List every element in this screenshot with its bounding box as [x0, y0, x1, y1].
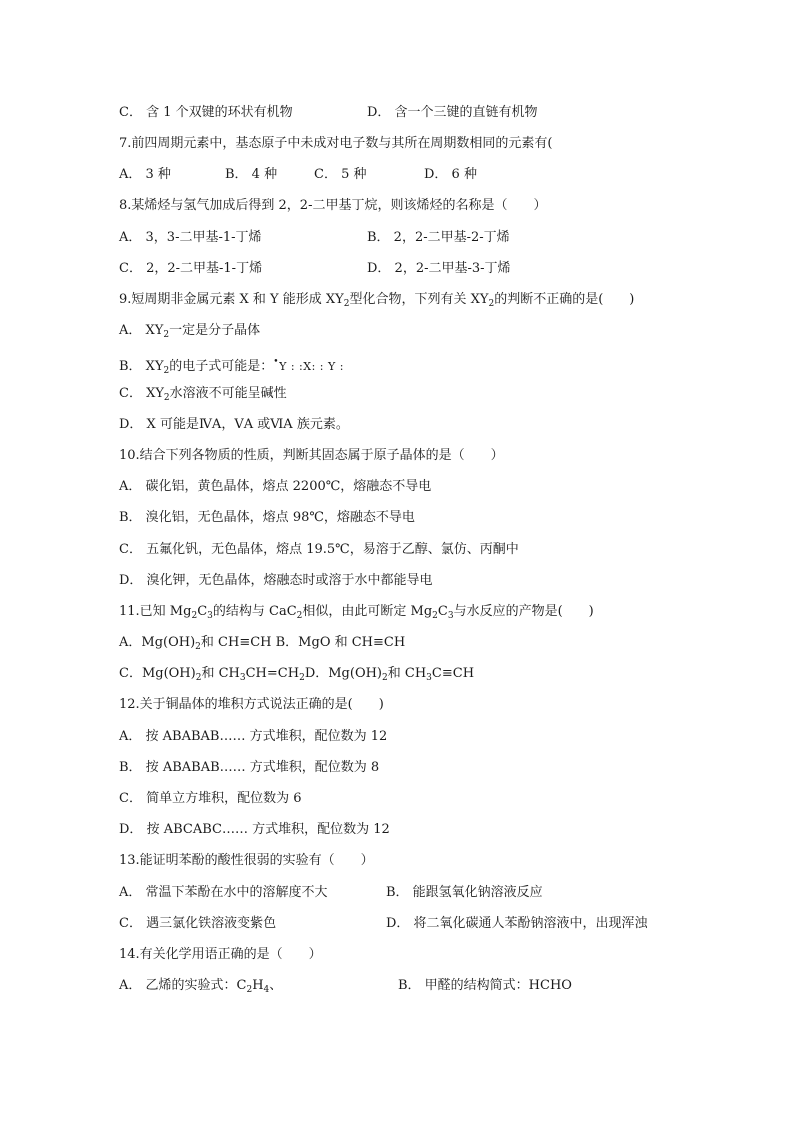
option-c-q8: C． 2，2-二甲基-1-丁烯: [119, 261, 263, 276]
option-b-q13: B． 能跟氢氧化钠溶液反应: [386, 885, 543, 900]
option-b-q8: B． 2，2-二甲基-2-丁烯: [367, 230, 510, 245]
option-a-q10: A． 碳化铝，黄色晶体，熔点 2200℃，熔融态不导电: [119, 479, 432, 494]
option-a-q12: A． 按 ABABAB…… 方式堆积，配位数为 12: [119, 729, 388, 744]
option-a-q13: A． 常温下苯酚在水中的溶解度不大: [119, 885, 328, 900]
question-14: 14.有关化学用语正确的是（ ）: [119, 947, 322, 962]
option-a-q7: A． 3 种: [119, 167, 171, 182]
option-c-q7: C． 5 种: [314, 167, 367, 182]
option-c-q12: C． 简单立方堆积，配位数为 6: [119, 791, 302, 806]
option-d-q9: D． X 可能是ⅣA，ⅤA 或ⅥA 族元素。: [119, 417, 349, 432]
question-12: 12.关于铜晶体的堆积方式说法正确的是( ): [119, 697, 384, 712]
option-b-q7: B． 4 种: [225, 167, 278, 182]
option-a-q8: A． 3，3-二甲基-1-丁烯: [119, 230, 262, 245]
question-10: 10.结合下列各物质的性质，判断其固态属于原子晶体的是（ ）: [119, 448, 504, 463]
question-8: 8.某烯烃与氢气加成后得到 2，2-二甲基丁烷，则该烯烃的名称是（ ）: [119, 198, 547, 213]
option-d-q7: D． 6 种: [424, 167, 477, 182]
option-b-q12: B． 按 ABABAB…… 方式堆积，配位数为 8: [119, 760, 380, 775]
question-9: 9.短周期非金属元素 X 和 Y 能形成 $XY_2$型化合物，下列有关 $XY_2$的判断不正确的是( ): [119, 292, 635, 309]
option-d-q8: D． 2，2-二甲基-3-丁烯: [367, 261, 511, 276]
option-a-q14: A． 乙烯的实验式：$C_2H_4$、: [119, 978, 283, 995]
option-c-q9: C． $XY_2$水溶液不可能呈碱性: [119, 386, 287, 403]
option-b-q10: B． 溴化铝，无色晶体，熔点 98℃，熔融态不导电: [119, 510, 415, 525]
option-c-q6: C． 含 1 个双键的环状有机物: [119, 105, 293, 120]
option-d-q13: D． 将二氧化碳通人苯酚钠溶液中，出现浑浊: [386, 916, 648, 931]
option-cd-q11: C．$Mg(OH)_2$和 $CH_3CH=CH_2D$．$Mg(OH)_2$和 $CH_3C\equiv CH$: [119, 666, 475, 683]
question-7: 7.前四周期元素中，基态原子中未成对电子数与其所在周期数相同的元素有(: [119, 136, 553, 151]
option-a-q9: A． $XY_2$一定是分子晶体: [119, 323, 261, 340]
question-11: 11.已知 $Mg_2C_3$的结构与 CaC$_2$相似，由此可断定 $Mg_2C_3$与水反应的产物是( ): [119, 604, 594, 621]
option-d-q12: D． 按 ABCABC…… 方式堆积，配位数为 12: [119, 822, 390, 837]
electron-formula: •Y : :X: : Y :: [273, 357, 344, 373]
option-c-q10: C． 五氟化钒，无色晶体，熔点 19.5℃，易溶于乙醇、氯仿、丙酮中: [119, 542, 519, 557]
option-d-q10: D． 溴化钾，无色晶体，熔融态时或溶于水中都能导电: [119, 573, 433, 588]
option-d-q6: D． 含一个三键的直链有机物: [367, 105, 538, 120]
question-13: 13.能证明苯酚的酸性很弱的实验有（ ）: [119, 853, 374, 868]
option-b-q9: B． $XY_2$的电子式可能是：•Y : :X: : Y :: [119, 357, 344, 376]
option-ab-q11: A．$Mg(OH)_2$和 CH≡CH B．MgO 和 CH≡CH: [119, 635, 406, 652]
option-c-q13: C． 遇三氯化铁溶液变紫色: [119, 916, 277, 931]
option-b-q14: B． 甲醛的结构简式：HCHO: [398, 978, 572, 993]
